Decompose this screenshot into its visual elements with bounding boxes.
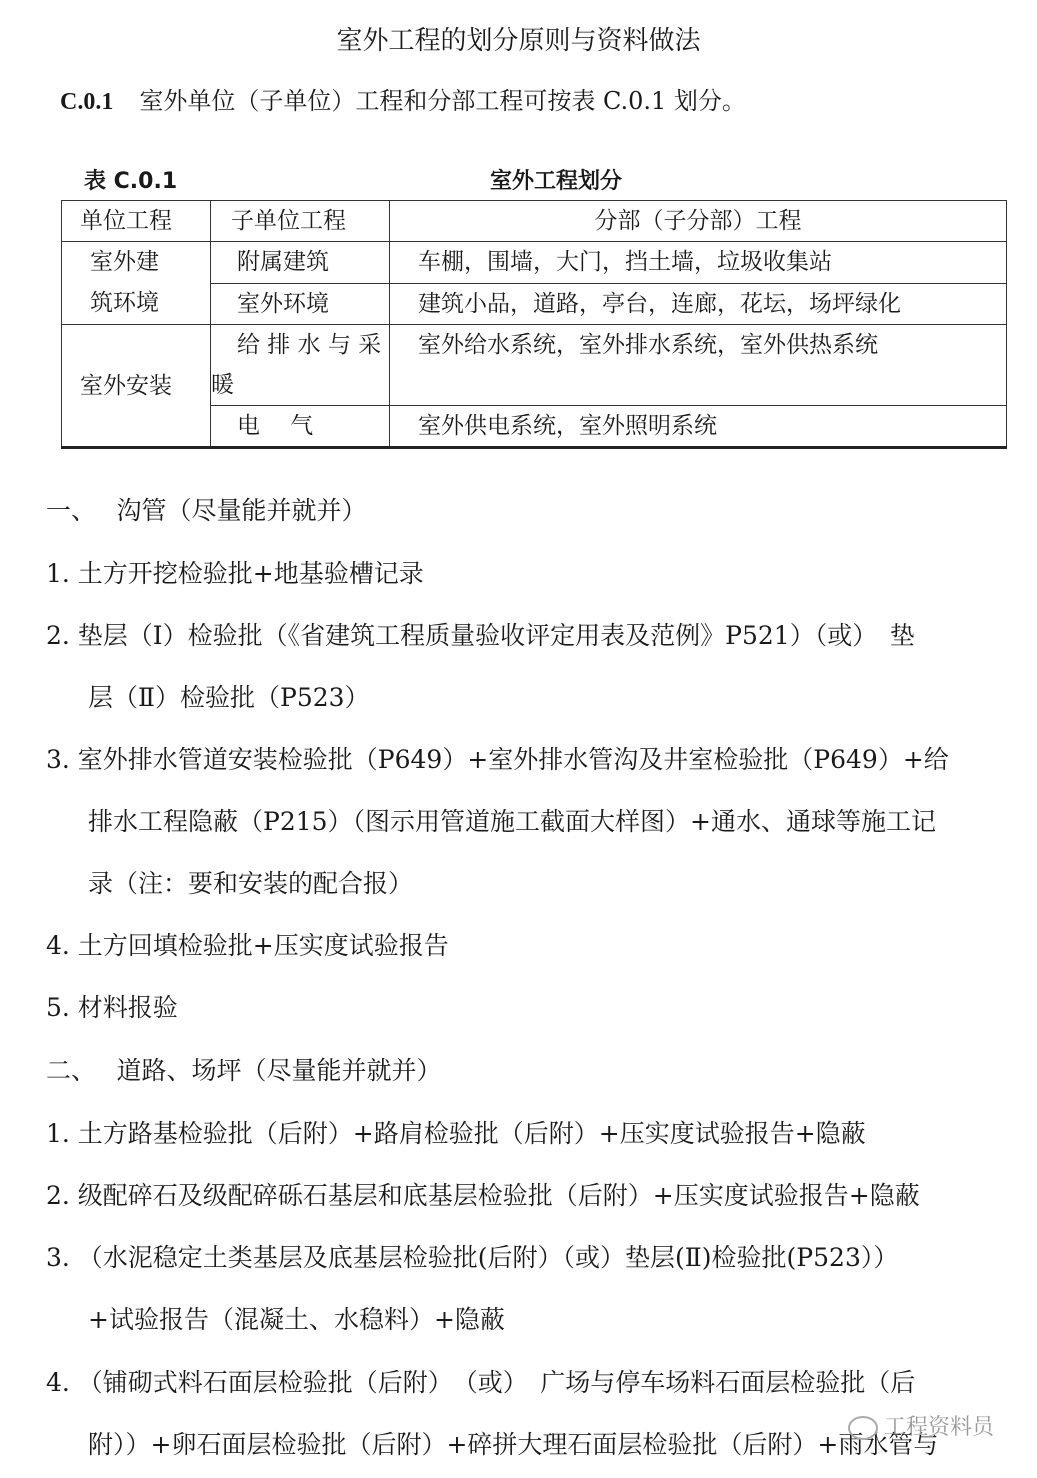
table-title: 室外工程划分 [490, 169, 623, 194]
header-parts: 分部（子分部）工程 [390, 201, 1007, 242]
list-item: 4. 土方回填检验批+压实度试验报告 [46, 931, 449, 960]
parts-cell: 车棚，围墙，大门，挡土墙，垃圾收集站 [390, 242, 1007, 284]
header-unit: 单位工程 [62, 201, 211, 242]
subunit-cell: 附属建筑 [211, 242, 390, 284]
list-item-cont: 层（Ⅱ）检验批（P523） [88, 683, 370, 712]
subunit-line1: 给 排 水 与 采 [237, 332, 382, 358]
list-item-cont: 附））+卵石面层检验批（后附）+碎拼大理石面层检验批（后附）+雨水管与 [88, 1430, 939, 1459]
list-item: 4. （铺砌式料石面层检验批（后附） （或） 广场与停车场料石面层检验批（后 [46, 1368, 916, 1397]
unit-building-env-l1: 室外建 [90, 249, 159, 275]
subunit-line2: 暖 [211, 372, 234, 398]
parts-cell: 室外供电系统，室外照明系统 [390, 406, 1007, 448]
header-subunit: 子单位工程 [211, 201, 390, 242]
unit-building-env [62, 242, 211, 325]
parts-cell: 建筑小品，道路，亭台，连廊，花坛，场坪绿化 [390, 283, 1007, 325]
clause-number: C.0.1 [60, 89, 114, 115]
clause [60, 84, 746, 119]
doc-title: 室外工程的划分原则与资料做法 [336, 26, 701, 56]
division-table [61, 200, 1007, 449]
list-item-cont: 排水工程隐蔽（P215）（图示用管道施工截面大样图）+通水、通球等施工记 [88, 807, 936, 836]
unit-installation: 室外安装 [62, 325, 211, 448]
table-number: 表 C.0.1 [84, 169, 178, 194]
parts-cell: 室外给水系统，室外排水系统，室外供热系统 [390, 325, 1007, 406]
list-item: 5. 材料报验 [46, 993, 178, 1022]
list-item-cont: 录（注：要和安装的配合报） [88, 869, 414, 898]
table-row [62, 325, 1007, 406]
subunit-cell: 电 气 [211, 406, 390, 448]
watermark-text: 工程资料员 [884, 1415, 995, 1440]
list-item: 1. 土方开挖检验批+地基验槽记录 [46, 559, 424, 588]
clause-text: 室外单位（子单位）工程和分部工程可按表 C.0.1 划分。 [139, 87, 746, 115]
list-item: 2. 级配碎石及级配碎砾石基层和底基层检验批（后附）+压实度试验报告+隐蔽 [46, 1181, 920, 1210]
wechat-icon [848, 1416, 878, 1440]
list-item: 3. 室外排水管道安装检验批（P649）+室外排水管沟及井室检验批（P649）+给 [46, 745, 949, 774]
section-heading: 一、 沟管（尽量能并就并） [46, 496, 367, 525]
subunit-cell: 室外环境 [211, 283, 390, 325]
subunit-cell [211, 325, 390, 406]
watermark [848, 1410, 994, 1441]
table-header-row [62, 201, 1007, 242]
unit-building-env-l2: 筑环境 [90, 290, 159, 316]
list-item: 2. 垫层（Ⅰ）检验批（《省建筑工程质量验收评定用表及范例》P521）（或） 垫 [46, 621, 915, 650]
list-item: 3. （水泥稳定土类基层及底基层检验批(后附）（或）垫层(Ⅱ)检验批(P523）） [46, 1243, 899, 1272]
table-row [62, 242, 1007, 284]
list-item: 1. 土方路基检验批（后附）+路肩检验批（后附）+压实度试验报告+隐蔽 [46, 1119, 866, 1148]
section-heading: 二、 道路、场坪（尽量能并就并） [46, 1056, 442, 1085]
list-item-cont: +试验报告（混凝土、水稳料）+隐蔽 [88, 1305, 505, 1334]
